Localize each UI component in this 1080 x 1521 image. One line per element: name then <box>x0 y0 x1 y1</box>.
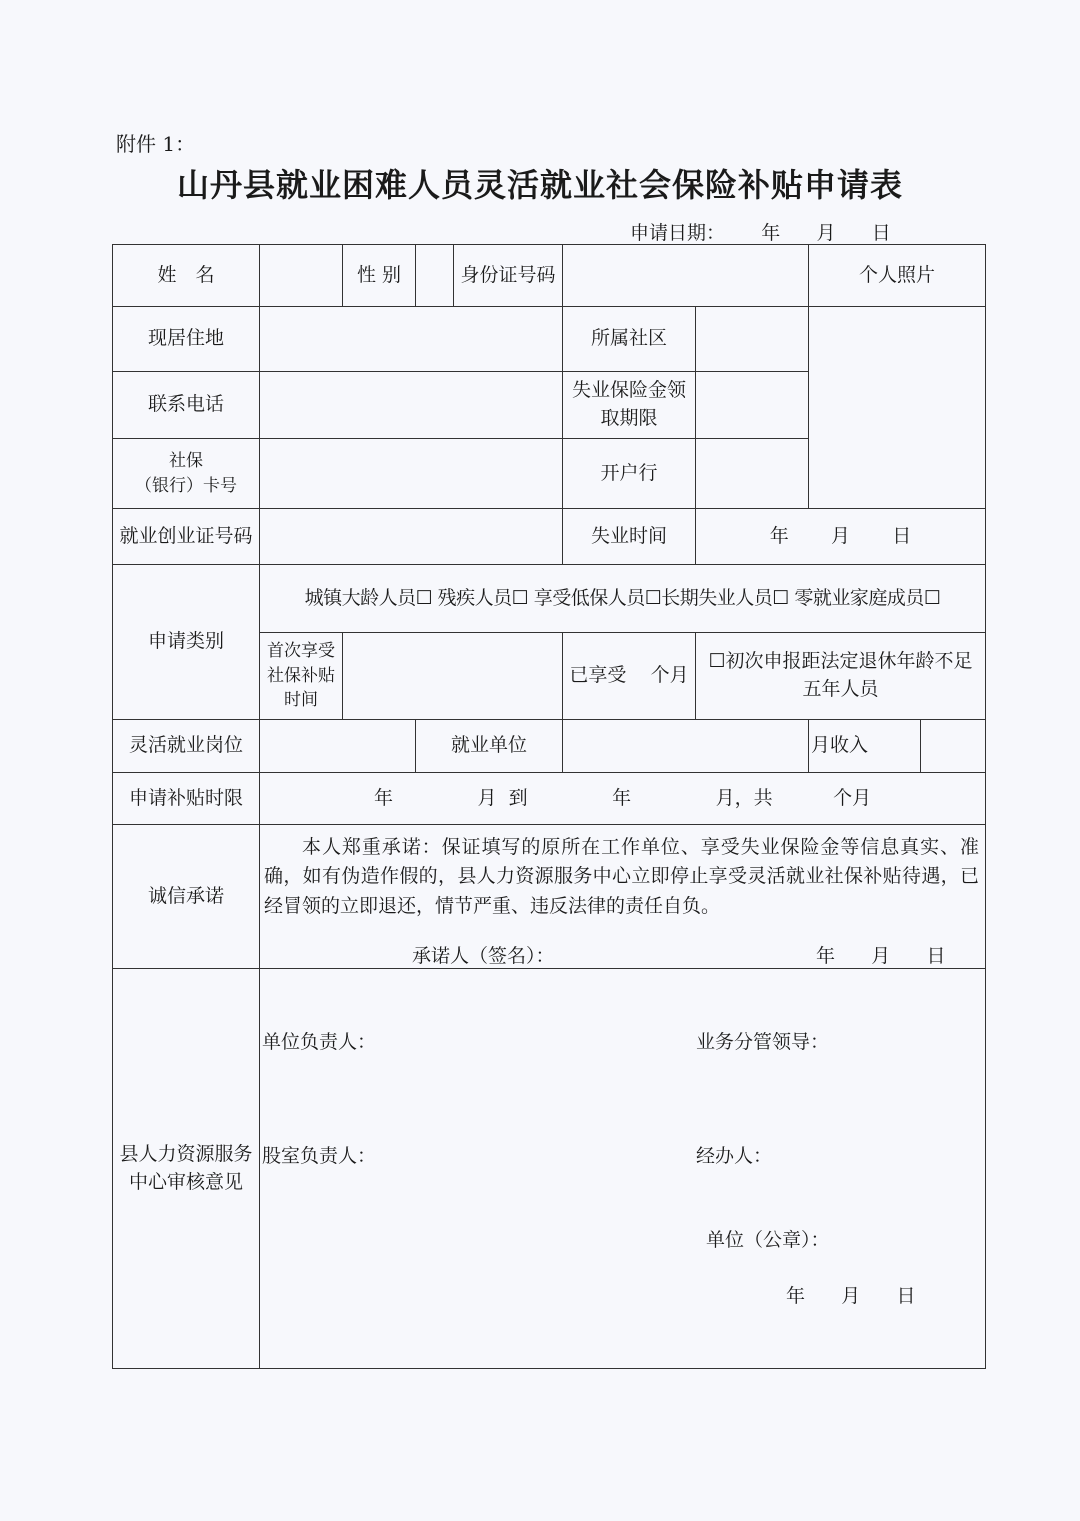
first-subsidy-field[interactable] <box>343 633 563 720</box>
promise-date: 年 月 日 <box>816 945 946 967</box>
integrity-promise-label: 诚信承诺 <box>113 825 260 969</box>
bank-field[interactable] <box>696 439 809 509</box>
enjoyed-months[interactable]: 已享受 个月 <box>563 633 696 720</box>
flex-post-field[interactable] <box>260 720 416 773</box>
monthly-income-field[interactable] <box>921 720 986 773</box>
category-label: 申请类别 <box>113 565 260 720</box>
promise-signature-label[interactable]: 承诺人（签名）： <box>412 945 555 967</box>
name-field[interactable] <box>260 245 343 307</box>
card-number-field[interactable] <box>260 439 563 509</box>
review-date: 年 月 日 <box>786 1285 916 1307</box>
community-field[interactable] <box>696 307 809 372</box>
phone-field[interactable] <box>260 372 563 439</box>
official-seal-label: 单位（公章）： <box>706 1229 830 1251</box>
application-form-table <box>112 244 986 1369</box>
card-number-label-line1: 社保 <box>169 450 203 471</box>
card-number-label-line2: （银行）卡号 <box>135 475 237 496</box>
card-number-label <box>113 439 260 509</box>
subsidy-period-field[interactable]: 年 月 到 年 月，共 个月 <box>260 773 986 825</box>
unemployment-time-field[interactable]: 年 月 日 <box>696 509 986 565</box>
monthly-income-label: 月收入 <box>809 720 921 773</box>
address-field[interactable] <box>260 307 563 372</box>
employment-cert-field[interactable] <box>260 509 563 565</box>
photo-area[interactable] <box>809 307 986 509</box>
section-head-label: 股室负责人： <box>262 1145 377 1167</box>
id-number-label: 身份证号码 <box>454 245 563 307</box>
gender-field[interactable] <box>416 245 454 307</box>
form-title: 山丹县就业困难人员灵活就业社会保险补贴申请表 <box>176 166 903 204</box>
flex-post-label: 灵活就业岗位 <box>113 720 260 773</box>
gender-label: 性 别 <box>343 245 416 307</box>
review-opinion-cell[interactable] <box>260 969 986 1369</box>
retirement-note-option[interactable]: ☐初次申报距法定退休年龄不足五年人员 <box>696 633 986 720</box>
integrity-promise-text: 本人郑重承诺：保证填写的原所在工作单位、享受失业保险金等信息真实、准确，如有伪造作假的，县人力资源服务中心立即停止享受灵活就业社保补贴待遇，已经冒领的立即退还，情节严重、违反法律的责任自负。 <box>264 836 980 917</box>
category-options[interactable]: 城镇大龄人员☐ 残疾人员☐ 享受低保人员☐长期失业人员☐ 零就业家庭成员☐ <box>260 565 986 633</box>
phone-label: 联系电话 <box>113 372 260 439</box>
attachment-label: 附件 1： <box>116 132 196 156</box>
employment-cert-label: 就业创业证号码 <box>113 509 260 565</box>
name-label: 姓 名 <box>113 245 260 307</box>
id-number-field[interactable] <box>563 245 809 307</box>
employer-label: 就业单位 <box>416 720 563 773</box>
photo-label: 个人照片 <box>809 245 986 307</box>
review-opinion-label: 县人力资源服务中心审核意见 <box>113 969 260 1369</box>
address-label: 现居住地 <box>113 307 260 372</box>
handler-label: 经办人： <box>696 1145 773 1167</box>
unemployment-time-label: 失业时间 <box>563 509 696 565</box>
business-leader-label: 业务分管领导： <box>696 1031 830 1053</box>
bank-label: 开户行 <box>563 439 696 509</box>
apply-date-line: 申请日期： 年 月 日 <box>630 222 891 244</box>
ui-period-label: 失业保险金领取期限 <box>563 372 696 439</box>
ui-period-field[interactable] <box>696 372 809 439</box>
community-label: 所属社区 <box>563 307 696 372</box>
first-subsidy-label: 首次享受社保补贴时间 <box>260 633 343 720</box>
integrity-promise-cell <box>260 825 986 969</box>
employer-field[interactable] <box>563 720 809 773</box>
subsidy-period-label: 申请补贴时限 <box>113 773 260 825</box>
unit-head-label: 单位负责人： <box>262 1031 377 1053</box>
